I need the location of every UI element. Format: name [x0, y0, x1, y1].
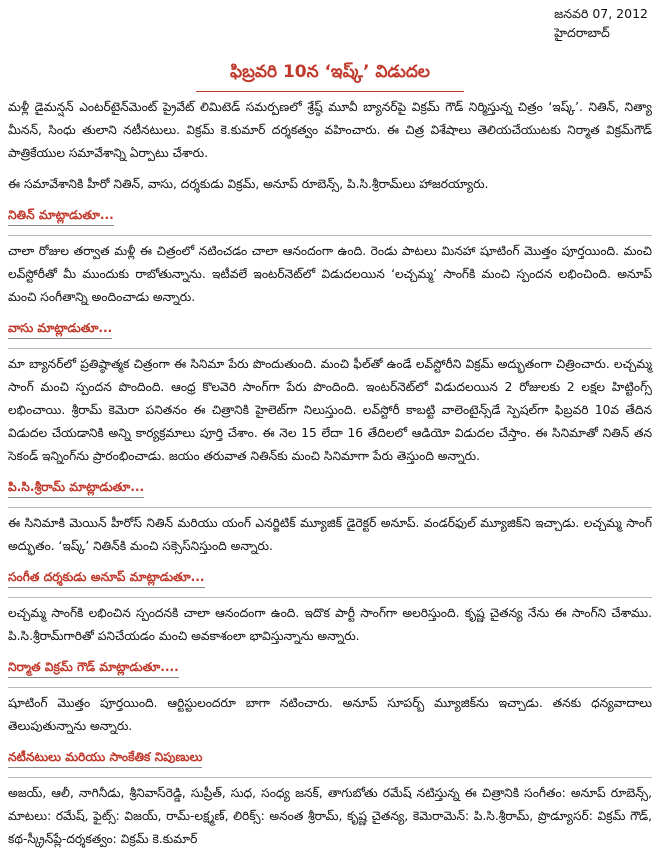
section-heading-vasu: వాసు మాట్లాడుతూ... [8, 317, 652, 340]
intro-paragraph: ఈ సమావేశానికి హీరో నితిన్, వాసు, దర్శకుడు విక్రమ్, అనూప్ రూబెన్స్, పి.సి.శ్రీరామ్‌లు హాజరయ్యారు. [8, 177, 489, 191]
section-divider [8, 687, 652, 688]
section-text-credits: అజయ్, ఆలీ, నాగినీడు, శ్రీనివాస్‌రెడ్డి, సుప్రీత్, సుధ, సంధ్య జనక్, తాగుబోతు రమేష్ నటిస్తున్న ఈ చిత్రానికి సంగీతం: అనూప్ రూబెన్స్, మాటలు: రమేష్, ఫైట్స్: విజయ్, రామ్-లక్ష్మణ్, లిరిక్స్: అనంత శ్రీరామ్, కృష్ణ చైతన్య, కెమెరామెన్: పి.సి.శ్రీరామ్, ప్రొడ్యూసర్: విక్రమ్ గౌడ్, కథ-స్క్రీన్‌ప్లే-దర్శకత్వం: విక్రమ్ కె.కుమార్ [8, 786, 652, 846]
section-divider [8, 597, 652, 598]
section-divider [8, 507, 652, 508]
section-text-pcsriram: ఈ సినిమాకి మెయిన్ హీరోస్ నితిన్ మరియు యంగ్ ఎనర్జిటిక్ మ్యూజిక్ డైరెక్టర్ అనూప్. వండర్‌ఫుల్ మ్యూజిక్‌ని ఇచ్చాడు. లచ్చమ్మ సాంగ్ అద్భుతం. ‘ఇష్క్’ నితిన్‌కి మంచి సక్సెస్‌నిస్తుంది అన్నారు. [8, 516, 652, 553]
section-text-anoop: లచ్చమ్మ సాంగ్‌కి లభించిన స్పందనకి చాలా ఆనందంగా ఉంది. ఇదొక పార్టీ సాంగ్‌గా అలరిస్తుంది. కృష్ణ చైతన్య నేను ఈ సాంగ్‌ని చేశాము. పి.సి.శ్రీరామ్‌గారితో పనిచేయడం మంచి అవకాశంలా భావిస్తున్నాను అన్నారు. [8, 606, 652, 643]
section-divider [8, 235, 652, 236]
section-text-nithin: చాలా రోజుల తర్వాత మళ్లీ ఈ చిత్రంలో నటించడం చాలా ఆనందంగా ఉంది. రెండు పాటలు మినహా షూటింగ్ మొత్తం పూర్తయింది. మంచి లవ్‌స్టోరీతో మీ ముందుకు రాబోతున్నాను. ఇటీవలే ఇంటర్‌నెట్‌లో విడుదలయిన ‘లచ్చమ్మ’ సాంగ్‌కి మంచి స్పందన లభించింది. అనూప్ మంచి సంగీతాన్ని అందించాడు అన్నారు. [8, 244, 652, 304]
section-heading-nithin: నితిన్ మాట్లాడుతూ... [8, 204, 652, 227]
place: హైదరాబాద్ [554, 25, 610, 40]
article-body [8, 96, 652, 859]
dateline [554, 4, 648, 42]
section-text-vasu: మా బ్యానర్‌లో ప్రతిష్ఠాత్మక చిత్రంగా ఈ సినిమా పేరు పొందుతుంది. మంచి ఫీల్‌తో ఉండే లవ్‌స్టోరీని విక్రమ్ అద్భుతంగా చిత్రించారు. లచ్చమ్మ సాంగ్ మంచి స్పందన పొందింది. ఆంధ్ర కొలవెరి సాంగ్‌గా పేరు పొందింది. ఇంటర్‌నెట్‌లో విడుదలయిన 2 రోజులకు 2 లక్షల హిట్టింగ్స్ లభించాయి. శ్రీరామ్ కెమెరా పనితనం ఈ చిత్రానికి హైలెట్‌గా నిలుస్తుంది. లవ్‌స్టోరీ కాబట్టి వాలెంటైన్స్‌డే స్పెషల్‌గా ఫిబ్రవరి 10వ తేదిన విడుదల చేయడానికి అన్ని కార్యక్రమాలు పూర్తి చేశాం. ఈ నెల 15 లేదా 16 తేదిలలో ఆడియో విడుదల చేస్తాం. ఈ సినిమాతో నితిన్ తన సెకండ్ ఇన్నింగ్‌ను ప్రారంభించాడు. జయం తరువాత నితిన్‌కు మంచి సినిమాగా పేరు తెస్తుంది అన్నారు. [8, 357, 652, 463]
section-text-producer: షూటింగ్ మొత్తం పూర్తయింది. ఆర్టిస్టులందరూ బాగా నటించారు. అనూప్ సూపర్బ్ మ్యూజిక్‌ను ఇచ్చాడు. తనకు ధన్యవాదాలు తెలుపుతున్నాను అన్నారు. [8, 696, 652, 733]
section-divider [8, 348, 652, 349]
headline: ఫిబ్రవరి 10న ‘ఇష్క్’ విడుదల [230, 62, 430, 82]
section-heading-credits: నటీనటులు మరియు సాంకేతిక నిపుణులు [8, 746, 652, 769]
section-heading-producer: నిర్మాత విక్రమ్ గౌడ్ మాట్లాడుతూ.... [8, 656, 652, 679]
date: జనవరి 07, 2012 [554, 6, 648, 21]
headline-underline [196, 91, 464, 92]
intro-paragraph: మళ్లీ డైమన్షన్ ఎంటర్‌టైన్‌మెంట్ ప్రైవేట్ లిమిటెడ్ సమర్పణలో శ్రేష్ఠ్ మూవీ బ్యానర్‌పై విక్రమ్ గౌడ్ నిర్మిస్తున్న చిత్రం ‘ఇష్క్’. నితిన్, నిత్యా మీనన్, సింధు తులాని నటీనటులు. విక్రమ్ కె.కుమార్ దర్శకత్వం వహించారు. ఈ చిత్ర విశేషాలు తెలియచేయుటకు నిర్మాత విక్రమ్‌గౌడ్ పాత్రికేయుల సమావేశాన్ని ఏర్పాటు చేశారు. [8, 100, 652, 160]
section-divider [8, 777, 652, 778]
section-heading-anoop: సంగీత దర్శకుడు అనూప్ మాట్లాడుతూ... [8, 566, 652, 589]
section-heading-pcsriram: పి.సి.శ్రీరామ్ మాట్లాడుతూ... [8, 476, 652, 499]
